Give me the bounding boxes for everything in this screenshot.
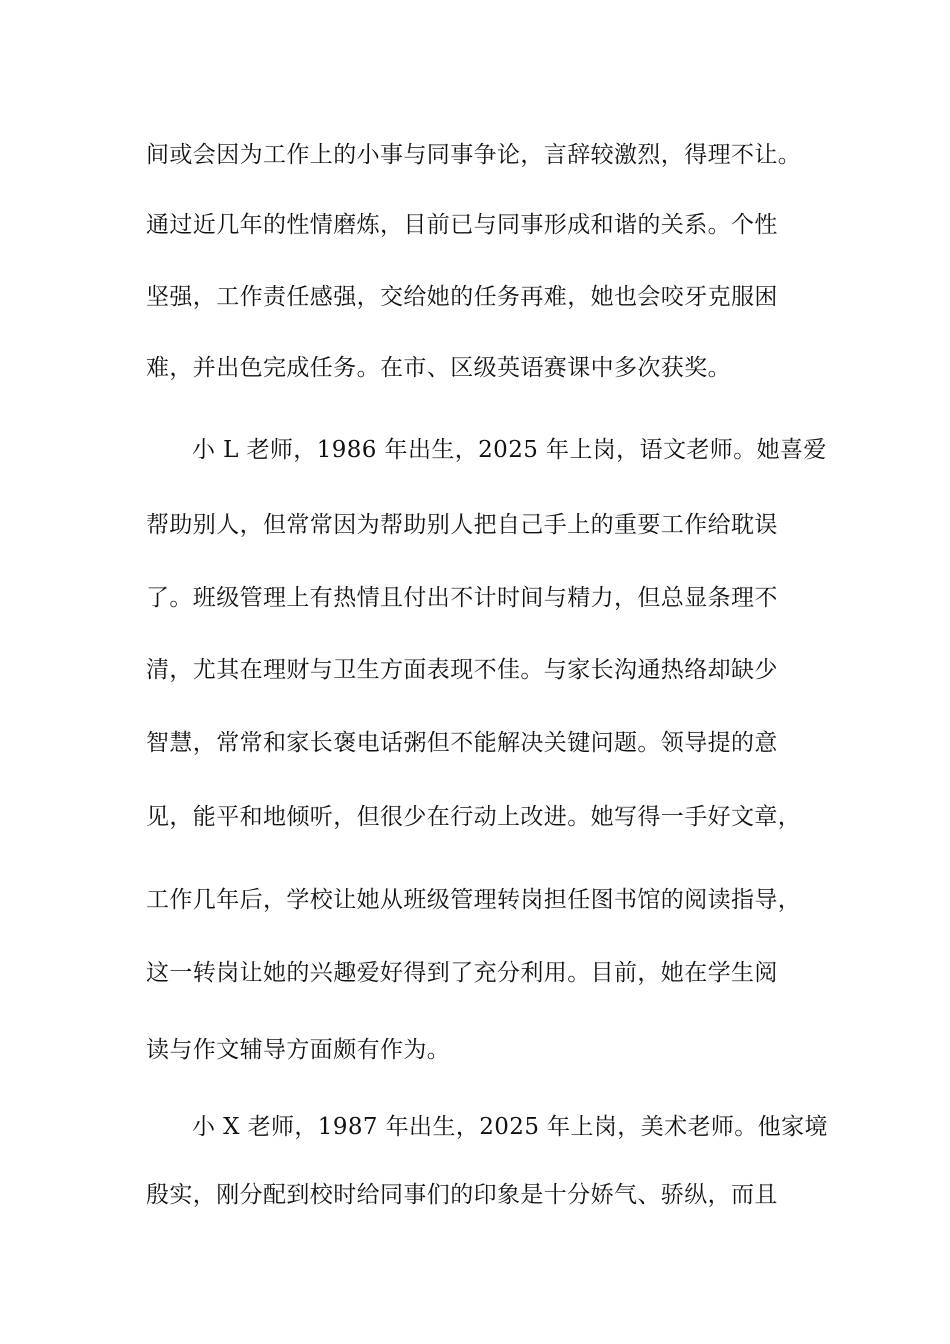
text-line: 殷实，刚分配到校时给同事们的印象是十分娇气、骄纵，而且 <box>146 1182 778 1208</box>
text-line: 难，并出色完成任务。在市、区级英语赛课中多次获奖。 <box>146 355 731 381</box>
paragraph-start-line: 小 L 老师，1986 年出生，2025 年上岗，语文老师。她喜爱 <box>192 437 827 463</box>
text-line: 坚强，工作责任感强，交给她的任务再难，她也会咬牙克服困 <box>146 284 778 310</box>
paragraph-start-line: 小 X 老师，1987 年出生，2025 年上岗，美术老师。他家境 <box>192 1114 828 1140</box>
text-line: 智慧，常常和家长褒电话粥但不能解决关键问题。领导提的意 <box>146 730 778 756</box>
text-line: 工作几年后，学校让她从班级管理转岗担任图书馆的阅读指导， <box>146 887 802 913</box>
text-line: 读与作文辅导方面颇有作为。 <box>146 1037 451 1063</box>
text-line: 这一转岗让她的兴趣爱好得到了充分利用。目前，她在学生阅 <box>146 960 778 986</box>
text-line: 间或会因为工作上的小事与同事争论，言辞较激烈，得理不让。 <box>146 142 802 168</box>
text-line: 清，尤其在理财与卫生方面表现不佳。与家长沟通热络却缺少 <box>146 657 778 683</box>
text-line: 通过近几年的性情磨炼，目前已与同事形成和谐的关系。个性 <box>146 212 778 238</box>
text-line: 帮助别人，但常常因为帮助别人把自己手上的重要工作给耽误 <box>146 512 778 538</box>
text-line: 见，能平和地倾听，但很少在行动上改进。她写得一手好文章， <box>146 804 802 830</box>
text-line: 了。班级管理上有热情且付出不计时间与精力，但总显条理不 <box>146 585 778 611</box>
